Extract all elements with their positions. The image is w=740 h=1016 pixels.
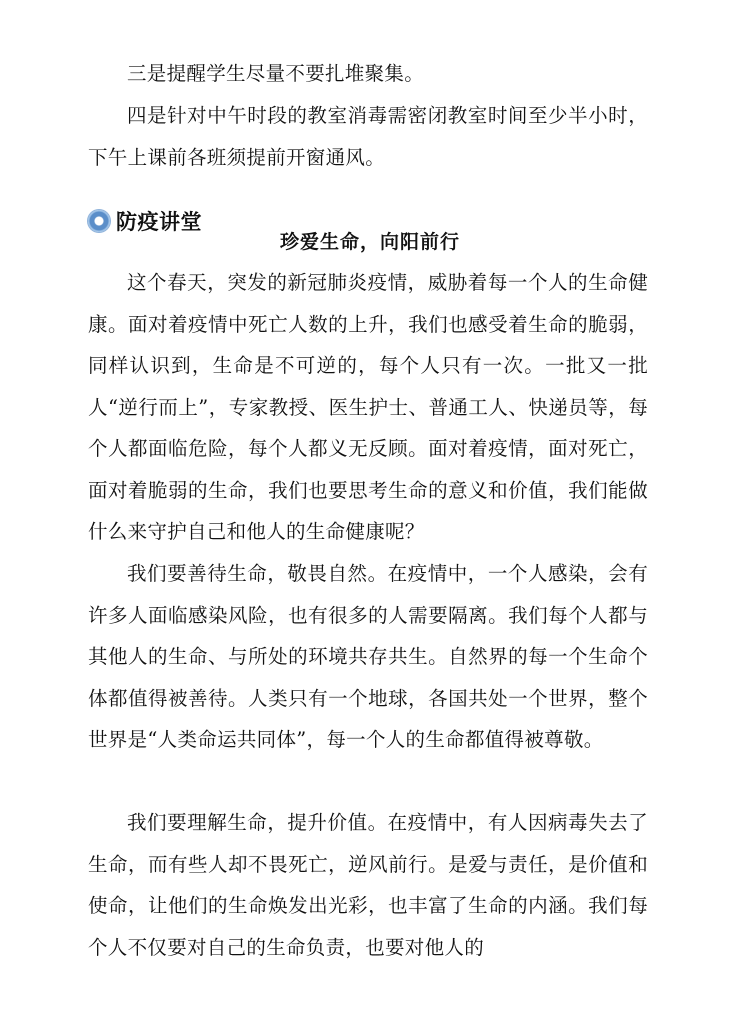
article-paragraph-3: 我们要理解生命，提升价值。在疫情中，有人因病毒失去了生命，而有些人却不畏死亡，逆风前行。是爱与责任，是价值和使命，让他们的生命焕发出光彩，也丰富了生命的内涵。我们每个人不仅要对自己的生命负责，也要对他人的 [88, 811, 648, 959]
paragraph-item-three: 三是提醒学生尽量不要扎堆聚集。 [127, 62, 425, 85]
article-title: 珍爱生命，向阳前行 [279, 231, 460, 253]
paragraph-item-four: 四是针对中午时段的教室消毒需密闭教室时间至少半小时，下午上课前各班须提前开窗通风。 [88, 104, 648, 169]
section-title: 防疫讲堂 [116, 210, 202, 234]
article-paragraph-1: 这个春天，突发的新冠肺炎疫情，威胁着每一个人的生命健康。面对着疫情中死亡人数的上升，我们也感受着生命的脆弱，同样认识到，生命是不可逆的，每个人只有一次。一批又一批人“逆行而上”，专家教授、医生护士、普通工人、快递员等，每个人都面临危险，每个人都义无反顾。面对着疫情，面对死亡，面对着脆弱的生命，我们也要思考生命的意义和价值，我们能做什么来守护自己和他人的生命健康呢？ [88, 271, 648, 543]
article-paragraph-2: 我们要善待生命，敬畏自然。在疫情中，一个人感染，会有许多人面临感染风险，也有很多的人需要隔离。我们每个人都与其他人的生命、与所处的环境共存共生。自然界的每一个生命个体都值得被善待。人类只有一个地球，各国共处一个世界，整个世界是“人类命运共同体”，每一个人的生命都值得被尊敬。 [88, 562, 648, 751]
